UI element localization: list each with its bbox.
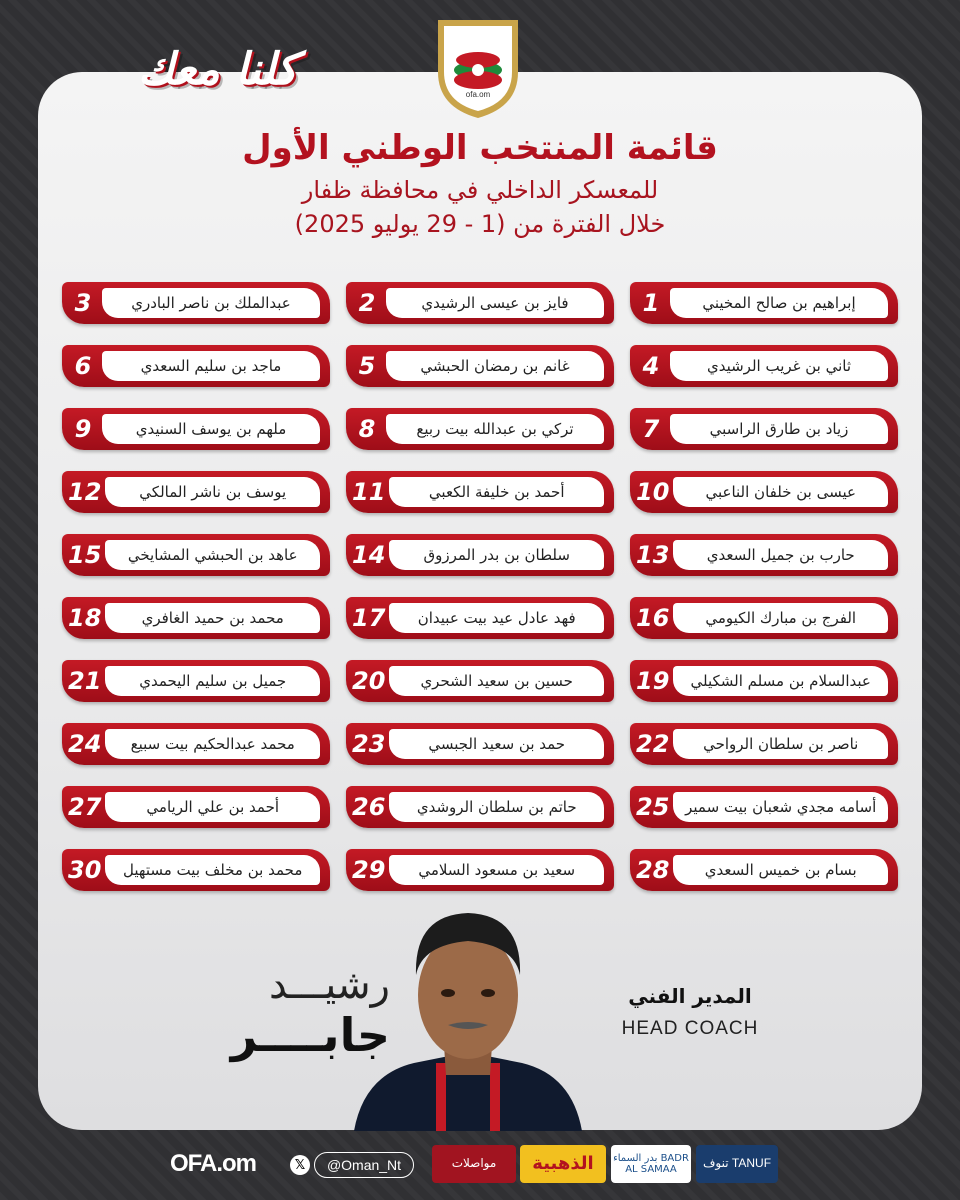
player-name: تركي بن عبدالله بيت ربيع [386, 414, 604, 444]
player-item [630, 534, 898, 576]
player-item [346, 786, 614, 828]
sponsor-aldhahabia: الذهبية [520, 1145, 606, 1183]
player-number: 2 [358, 289, 376, 317]
player-name: عبدالسلام بن مسلم الشكيلي [673, 666, 888, 696]
player-number: 17 [352, 604, 386, 632]
player-item [346, 282, 614, 324]
player-number: 30 [68, 856, 102, 884]
player-item [630, 408, 898, 450]
player-number: 21 [68, 667, 102, 695]
player-item [62, 345, 330, 387]
player-item [630, 786, 898, 828]
player-name: ثاني بن غريب الرشيدي [670, 351, 888, 381]
player-number: 18 [68, 604, 102, 632]
player-item [62, 723, 330, 765]
player-name: فايز بن عيسى الرشيدي [386, 288, 604, 318]
player-name: يوسف بن ناشر المالكي [105, 477, 320, 507]
player-number: 16 [636, 604, 670, 632]
player-number: 6 [74, 352, 92, 380]
player-number: 12 [68, 478, 102, 506]
player-name: حمد بن سعيد الجبسي [389, 729, 604, 759]
coach-role-arabic: المدير الفني [628, 984, 752, 1008]
player-name: أحمد بن علي الريامي [105, 792, 320, 822]
player-number: 4 [642, 352, 660, 380]
coach-role-english: HEAD COACH [621, 1018, 759, 1039]
player-number: 27 [68, 793, 102, 821]
player-item [346, 345, 614, 387]
player-number: 8 [358, 415, 376, 443]
player-item [346, 660, 614, 702]
player-item [630, 471, 898, 513]
player-name: زياد بن طارق الراسبي [670, 414, 888, 444]
player-name: محمد بن مخلف بيت مستهيل [105, 855, 320, 885]
player-item [630, 723, 898, 765]
player-number: 15 [68, 541, 102, 569]
player-name: أسامه مجدي شعبان بيت سمير [673, 792, 888, 822]
player-number: 10 [636, 478, 670, 506]
slogan: كلنا معك [138, 44, 298, 95]
player-name: بسام بن خميس السعدي [673, 855, 888, 885]
player-number: 19 [636, 667, 670, 695]
sponsor-badr-al-samaa: بدر السماء BADR AL SAMAA [611, 1145, 691, 1183]
logo-url: ofa.om [465, 90, 491, 99]
player-number: 11 [352, 478, 386, 506]
player-name: جميل بن سليم اليحمدي [105, 666, 320, 696]
player-item [62, 849, 330, 891]
coach-first-name: رشيـــد [268, 962, 390, 1008]
player-item [346, 471, 614, 513]
player-name: محمد عبدالحكيم بيت سبيع [105, 729, 320, 759]
player-item [346, 597, 614, 639]
player-name: غانم بن رمضان الحبشي [386, 351, 604, 381]
player-name: سعيد بن مسعود السلامي [389, 855, 604, 885]
player-number: 22 [636, 730, 670, 758]
player-name: حاتم بن سلطان الروشدي [389, 792, 604, 822]
camp-period: خلال الفترة من (1 - 29 يوليو 2025) [294, 210, 666, 238]
footer-brand[interactable]: OFA.om [170, 1150, 257, 1177]
player-name: الفرج بن مبارك الكيومي [673, 603, 888, 633]
player-number: 3 [74, 289, 92, 317]
player-name: سلطان بن بدر المرزوق [389, 540, 604, 570]
player-item [62, 534, 330, 576]
player-item [62, 786, 330, 828]
player-number: 26 [352, 793, 386, 821]
player-item [630, 282, 898, 324]
player-number: 14 [352, 541, 386, 569]
player-name: محمد بن حميد الغافري [105, 603, 320, 633]
player-name: عبدالملك بن ناصر البادري [102, 288, 320, 318]
social-handle[interactable]: @Oman_Nt [314, 1152, 414, 1178]
player-item [62, 408, 330, 450]
player-item [630, 345, 898, 387]
player-item [346, 408, 614, 450]
page-subtitle: للمعسكر الداخلي في محافظة ظفار [301, 176, 659, 204]
player-number: 9 [74, 415, 92, 443]
player-item [62, 282, 330, 324]
player-number: 23 [352, 730, 386, 758]
player-name: ملهم بن يوسف السنيدي [102, 414, 320, 444]
player-item [630, 660, 898, 702]
player-number: 7 [642, 415, 660, 443]
coach-last-name: جابــــر [230, 1008, 390, 1062]
player-item [62, 660, 330, 702]
player-item [62, 597, 330, 639]
player-number: 5 [358, 352, 376, 380]
ofa-logo [428, 12, 528, 122]
player-name: ماجد بن سليم السعدي [102, 351, 320, 381]
sponsor-mwasalat: مواصلات [432, 1145, 516, 1183]
player-name: حارب بن جميل السعدي [673, 540, 888, 570]
player-name: فهد عادل عيد بيت عبيدان [389, 603, 604, 633]
player-number: 1 [642, 289, 660, 317]
player-name: ناصر بن سلطان الرواحي [673, 729, 888, 759]
player-name: عيسى بن خلفان الناعبي [673, 477, 888, 507]
player-name: عاهد بن الحبشي المشايخي [105, 540, 320, 570]
player-number: 28 [636, 856, 670, 884]
player-item [346, 534, 614, 576]
player-item [62, 471, 330, 513]
player-item [630, 849, 898, 891]
player-number: 13 [636, 541, 670, 569]
player-item [346, 849, 614, 891]
player-number: 24 [68, 730, 102, 758]
player-item [346, 723, 614, 765]
player-item [630, 597, 898, 639]
page-title: قائمة المنتخب الوطني الأول [242, 128, 718, 168]
x-icon[interactable]: 𝕏 [290, 1155, 310, 1175]
player-number: 20 [352, 667, 386, 695]
player-name: إبراهيم بن صالح المخيني [670, 288, 888, 318]
player-name: أحمد بن خليفة الكعبي [389, 477, 604, 507]
player-name: حسين بن سعيد الشحري [389, 666, 604, 696]
player-number: 25 [636, 793, 670, 821]
player-number: 29 [352, 856, 386, 884]
sponsor-tanuf: تنوف TANUF [696, 1145, 778, 1183]
